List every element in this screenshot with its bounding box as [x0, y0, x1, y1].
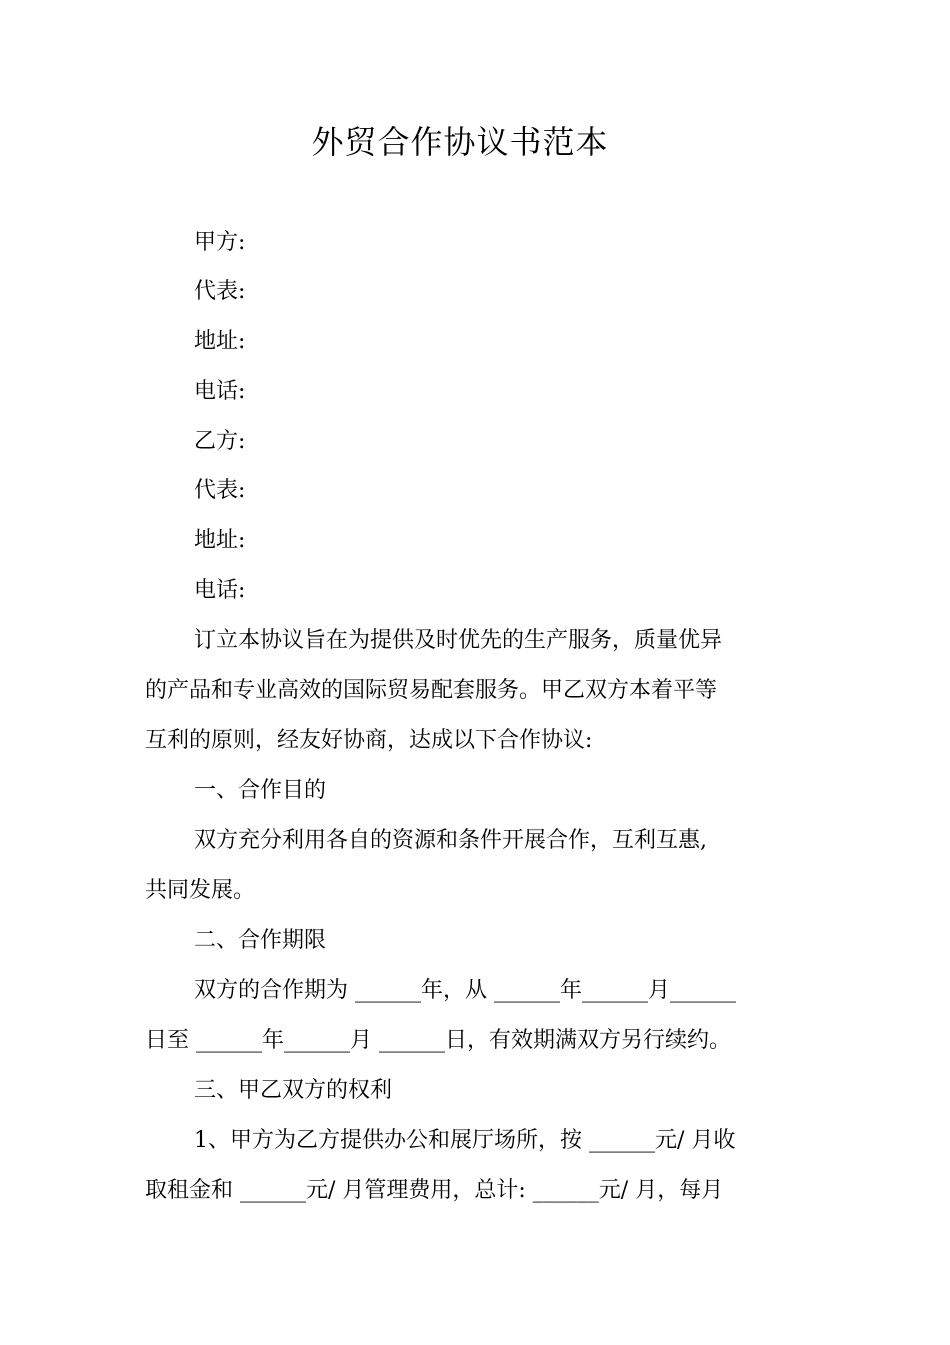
preamble-line: 订立本协议旨在为提供及时优先的生产服务，质量优异 — [194, 628, 723, 653]
document-title: 外贸合作协议书范本 — [311, 123, 609, 161]
party-a-address-label: 地址: — [194, 329, 246, 354]
section-1-heading: 一、合作目的 — [194, 778, 327, 803]
section-1-line: 共同发展。 — [145, 878, 256, 903]
section-1-line: 双方充分利用各自的资源和条件开展合作，互利互惠, — [194, 828, 707, 853]
party-a-phone-label: 电话: — [194, 379, 246, 404]
section-2-line: 日至 ______年______月 ______日，有效期满双方另行续约。 — [145, 1028, 731, 1053]
preamble-line: 互利的原则，经友好协商，达成以下合作协议: — [145, 728, 593, 753]
section-3-line: 取租金和 ______元/ 月管理费用，总计: ______元/ 月，每月 — [145, 1178, 724, 1203]
section-3-heading: 三、甲乙双方的权利 — [194, 1078, 393, 1103]
section-2-line: 双方的合作期为 ______年，从 ______年______月______ — [194, 978, 736, 1003]
party-b-address-label: 地址: — [194, 528, 246, 553]
party-a-name-label: 甲方: — [194, 230, 246, 255]
section-2-heading: 二、合作期限 — [194, 928, 327, 953]
preamble-line: 的产品和专业高效的国际贸易配套服务。甲乙双方本着平等 — [145, 678, 718, 703]
party-a-rep-label: 代表: — [194, 279, 246, 304]
party-b-rep-label: 代表: — [194, 478, 246, 503]
party-b-phone-label: 电话: — [194, 578, 246, 603]
section-3-line: 1、甲方为乙方提供办公和展厅场所，按 ______元/ 月收 — [194, 1128, 736, 1153]
party-b-name-label: 乙方: — [194, 429, 246, 454]
